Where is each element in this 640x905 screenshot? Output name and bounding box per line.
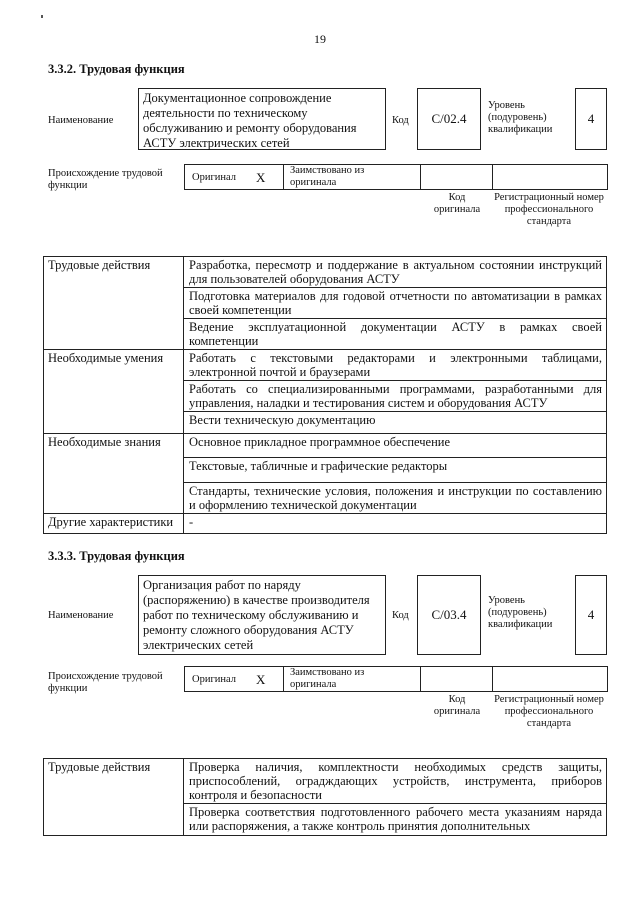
category-cell: Необходимые умения <box>44 350 184 434</box>
category-cell: Трудовые действия <box>44 759 184 836</box>
item-cell: Работать с текстовыми редакторами и электронными таблицами, электронной почтой и браузерами <box>184 350 607 381</box>
original-label: Оригинал <box>192 674 236 685</box>
origin-label: Происхождение трудовой функции <box>48 168 163 191</box>
scan-mark <box>41 15 43 18</box>
divider <box>420 164 421 190</box>
reg-number-caption: Регистрационный номер профессионального стандарта <box>494 694 604 729</box>
name-label: Наименование <box>48 610 114 621</box>
item-cell: Стандарты, технические условия, положения и инструкции по составлению и оформлению технической документации <box>184 483 607 514</box>
original-cell <box>184 666 284 692</box>
level-label: Уровень (подуровень) квалификации <box>488 595 553 630</box>
item-cell: Подготовка материалов для годовой отчетности по автоматизации в рамках своей компетенции <box>184 288 607 319</box>
code-label: Код <box>392 115 409 126</box>
item-cell: Проверка наличия, комплектности необходимых средств защиты, приспособлений, оградждающих устройств, инструмента, приборов контроля и безопасности <box>184 759 607 804</box>
labor-function-table <box>43 256 607 534</box>
page-number: 19 <box>314 32 326 46</box>
item-cell: Проверка соответствия подготовленного рабочего места указаниям наряда или распоряжения, а также контроль принятия дополнительных <box>184 804 607 836</box>
code-value: С/02.4 <box>417 88 481 150</box>
item-cell: Основное прикладное программное обеспечение <box>184 434 607 458</box>
item-cell: Текстовые, табличные и графические редакторы <box>184 458 607 483</box>
item-cell: Вести техническую документацию <box>184 412 607 434</box>
item-cell: Ведение эксплуатационной документации АСТУ в рамках своей компетенции <box>184 319 607 350</box>
origin-code-caption: Код оригинала <box>433 192 481 215</box>
origin-label: Происхождение трудовой функции <box>48 671 163 694</box>
section-title: 3.3.2. Трудовая функция <box>48 62 185 76</box>
original-label: Оригинал <box>192 172 236 183</box>
level-label: Уровень (подуровень) квалификации <box>488 100 553 135</box>
table-row <box>44 257 607 288</box>
table-row <box>44 759 607 804</box>
borrowed-label: Заимствовано из оригинала <box>290 165 365 188</box>
table-row <box>44 350 607 381</box>
level-value: 4 <box>575 575 607 655</box>
function-name: Документационное сопровождение деятельности по техническому обслуживанию и ремонту оборудования АСТУ электрических сетей <box>138 88 386 150</box>
code-label: Код <box>392 610 409 621</box>
item-cell: Работать со специализированными программами, разработанными для управления, наладки и тестирования систем и оборудования АСТУ <box>184 381 607 412</box>
original-mark: X <box>256 170 266 185</box>
table-row <box>44 514 607 534</box>
divider <box>492 164 493 190</box>
function-name: Организация работ по наряду (распоряжению) в качестве производителя работ по техническому обслуживанию и ремонту сложного оборудования АСТУ электрических сетей <box>138 575 386 655</box>
item-cell: Разработка, пересмотр и поддержание в актуальном состоянии инструкций для пользователей оборудования АСТУ <box>184 257 607 288</box>
reg-number-caption: Регистрационный номер профессионального стандарта <box>494 192 604 227</box>
divider <box>492 666 493 692</box>
section-title: 3.3.3. Трудовая функция <box>48 549 185 563</box>
original-mark: X <box>256 672 266 687</box>
code-value: С/03.4 <box>417 575 481 655</box>
category-cell: Трудовые действия <box>44 257 184 350</box>
category-cell: Другие характеристики <box>44 514 184 534</box>
original-cell <box>184 164 284 190</box>
divider <box>420 666 421 692</box>
category-cell: Необходимые знания <box>44 434 184 514</box>
origin-code-caption: Код оригинала <box>433 694 481 717</box>
name-label: Наименование <box>48 115 114 126</box>
labor-function-table <box>43 758 607 836</box>
table-row <box>44 434 607 458</box>
level-value: 4 <box>575 88 607 150</box>
item-cell: - <box>184 514 607 534</box>
borrowed-label: Заимствовано из оригинала <box>290 667 365 690</box>
